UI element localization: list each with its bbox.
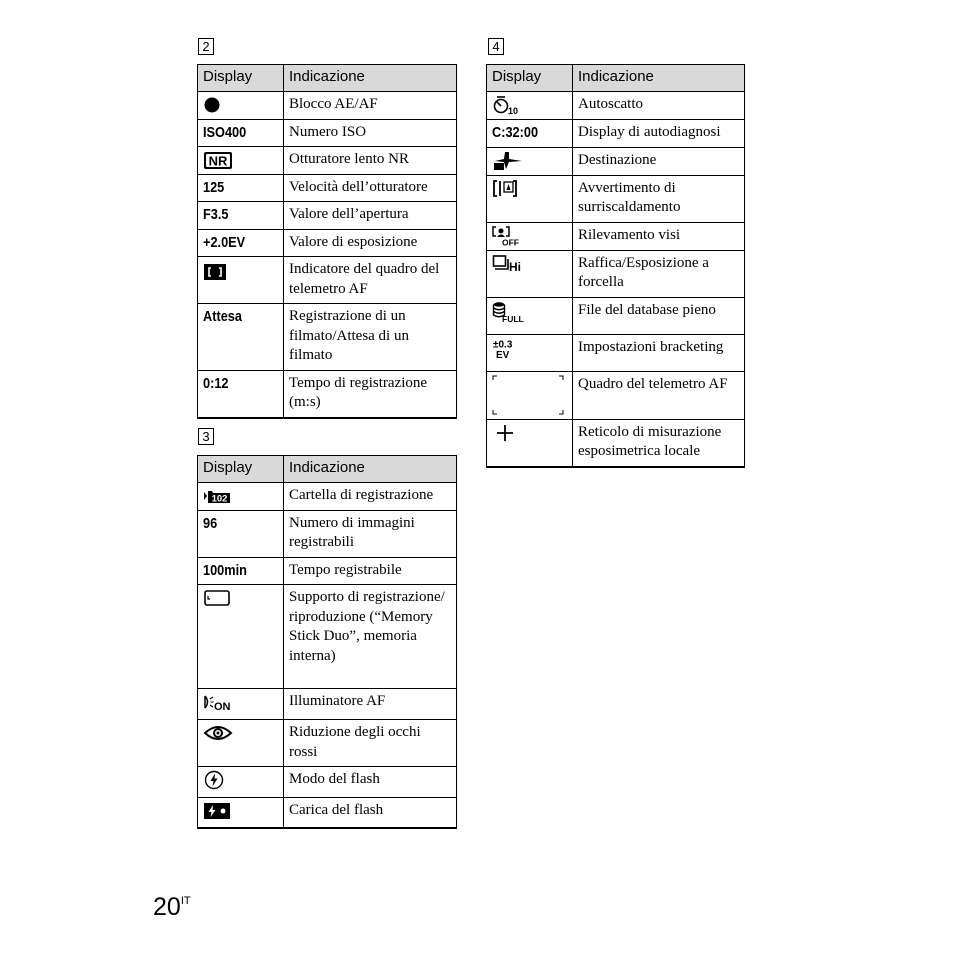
- display-table-section-3: [197, 455, 457, 829]
- red-eye-icon: [203, 723, 233, 743]
- folder-number-text: 102: [211, 493, 228, 505]
- indication-cell: Registrazione di un filmato/Attesa di un filmato: [284, 304, 457, 371]
- table-row: [198, 767, 457, 798]
- table-header-row: [198, 65, 457, 92]
- self-timer-seconds-text: 10: [508, 106, 519, 116]
- indication-cell: Numero di immagini registrabili: [284, 510, 457, 557]
- indication-cell: Valore di esposizione: [284, 229, 457, 257]
- indication-cell: Supporto di registrazione/ riproduzione (“Memory Stick Duo”, memoria interna): [284, 585, 457, 689]
- column-header-display: Display: [198, 65, 284, 92]
- display-table-section-2: [197, 64, 457, 419]
- af-illuminator-icon: [203, 693, 235, 711]
- display-value: 100min: [203, 561, 247, 579]
- indication-cell: File del database pieno: [573, 297, 745, 334]
- indication-cell: Quadro del telemetro AF: [573, 371, 745, 419]
- indication-cell: Valore dell’apertura: [284, 202, 457, 230]
- af-illuminator-on-text: ON: [214, 701, 231, 712]
- burst-bracket-icon: [492, 254, 524, 274]
- bracket-value-text: ±0.3: [493, 339, 513, 351]
- table-row: [198, 720, 457, 767]
- bracket-setting-icon: [492, 338, 524, 360]
- section-number-box: 4: [488, 38, 504, 55]
- table-row: [487, 92, 745, 120]
- af-frame-icon: [491, 375, 565, 415]
- table-row: [198, 798, 457, 828]
- indication-cell: Carica del flash: [284, 798, 457, 828]
- column-header-indication: Indicazione: [284, 456, 457, 483]
- table-row: [198, 510, 457, 557]
- face-detection-off-text: OFF: [502, 237, 519, 246]
- table-row: [198, 92, 457, 120]
- svg-text:NR: NR: [208, 153, 228, 169]
- table-header-row: [487, 65, 745, 92]
- table-row: [487, 222, 745, 250]
- table-row: [487, 147, 745, 175]
- indication-cell: Otturatore lento NR: [284, 147, 457, 175]
- column-header-indication: Indicazione: [284, 65, 457, 92]
- table-row: [487, 120, 745, 148]
- table-row: [487, 419, 745, 467]
- table-row: [198, 147, 457, 175]
- indication-cell: Rilevamento visi: [573, 222, 745, 250]
- indication-cell: Blocco AE/AF: [284, 92, 457, 120]
- indication-cell: Reticolo di misurazione esposimetrica locale: [573, 419, 745, 467]
- indication-cell: Illuminatore AF: [284, 689, 457, 720]
- indication-cell: Raffica/Esposizione a forcella: [573, 250, 745, 297]
- flash-mode-icon: [203, 770, 225, 790]
- display-value: 125: [203, 178, 225, 196]
- indication-cell: Cartella di registrazione: [284, 483, 457, 511]
- indication-cell: Tempo registrabile: [284, 557, 457, 585]
- bracket-ev-text: EV: [496, 349, 510, 360]
- page-language-suffix: IT: [180, 895, 191, 907]
- flash-charge-icon: [203, 802, 231, 820]
- database-full-icon: [492, 301, 524, 323]
- column-header-display: Display: [487, 65, 573, 92]
- table-row: [198, 370, 457, 418]
- table-row: [198, 557, 457, 585]
- table-row: [198, 174, 457, 202]
- self-timer-icon: [492, 95, 520, 115]
- indication-cell: Autoscatto: [573, 92, 745, 120]
- indication-cell: Riduzione degli occhi rossi: [284, 720, 457, 767]
- table-row: [487, 175, 745, 222]
- indication-cell: Indicatore del quadro del telemetro AF: [284, 257, 457, 304]
- table-row: [487, 334, 745, 371]
- recording-folder-icon: [203, 488, 231, 504]
- af-range-finder-icon: [203, 263, 227, 281]
- filled-circle-icon: [203, 96, 221, 114]
- table-row: [198, 229, 457, 257]
- overheat-warning-icon: [492, 179, 518, 199]
- display-value: +2.0EV: [203, 233, 246, 251]
- indication-cell: Modo del flash: [284, 767, 457, 798]
- burst-hi-text: Hi: [509, 259, 521, 274]
- display-table-section-4: [486, 64, 745, 468]
- nr-slow-shutter-icon: [203, 151, 233, 170]
- table-row: [198, 689, 457, 720]
- table-row: [487, 297, 745, 334]
- display-value: C:32:00: [492, 124, 539, 142]
- column-header-display: Display: [198, 456, 284, 483]
- spot-metering-cross-icon: [495, 423, 515, 443]
- page-number: [153, 893, 191, 922]
- face-detection-off-icon: [492, 226, 522, 246]
- indication-cell: Avvertimento di surriscaldamento: [573, 175, 745, 222]
- indication-cell: Display di autodiagnosi: [573, 120, 745, 148]
- table-header-row: [198, 456, 457, 483]
- table-row: [198, 202, 457, 230]
- destination-plane-icon: [492, 151, 524, 171]
- table-row: [487, 250, 745, 297]
- display-value: Attesa: [203, 308, 242, 326]
- display-value: 96: [203, 514, 218, 532]
- indication-cell: Impostazioni bracketing: [573, 334, 745, 371]
- table-row: [198, 304, 457, 371]
- table-row: [198, 483, 457, 511]
- indication-cell: Numero ISO: [284, 119, 457, 147]
- table-row: [487, 371, 745, 419]
- section-number-box: 3: [198, 428, 214, 445]
- indication-cell: Velocità dell’otturatore: [284, 174, 457, 202]
- table-row: [198, 585, 457, 689]
- database-full-text: FULL: [502, 313, 524, 323]
- display-value: 0:12: [203, 374, 229, 392]
- table-row: [198, 119, 457, 147]
- display-value: ISO400: [203, 123, 247, 141]
- indication-cell: Tempo di registrazione (m:s): [284, 370, 457, 418]
- memory-media-icon: [203, 589, 231, 607]
- display-value: F3.5: [203, 206, 229, 224]
- indication-cell: Destinazione: [573, 147, 745, 175]
- section-number-box: 2: [198, 38, 214, 55]
- column-header-indication: Indicazione: [573, 65, 745, 92]
- table-row: [198, 257, 457, 304]
- page-number-value: 20: [153, 893, 181, 921]
